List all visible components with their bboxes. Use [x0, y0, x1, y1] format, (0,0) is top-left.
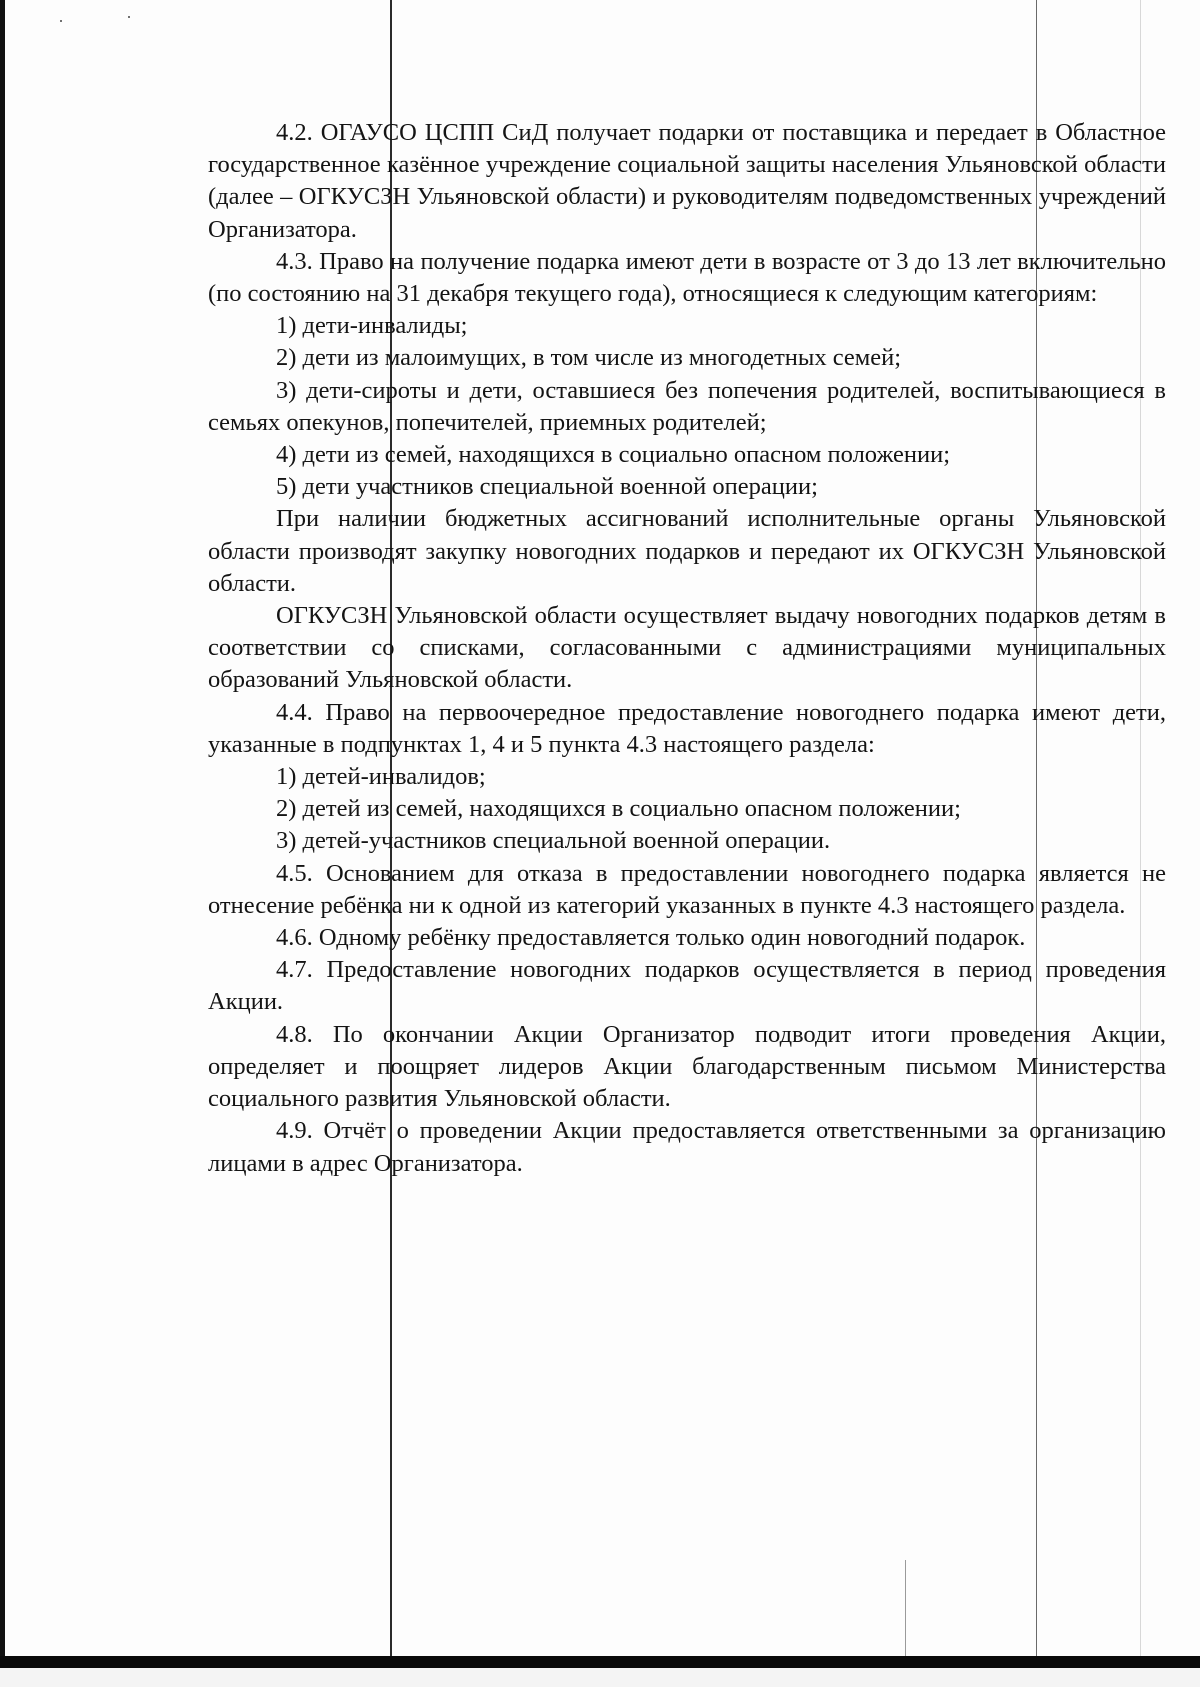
- scan-artifact-line: [905, 1560, 906, 1660]
- scan-speck: [128, 16, 130, 18]
- scan-bottom-border: [0, 1656, 1200, 1668]
- scan-speck: [60, 20, 62, 22]
- scan-left-border: [0, 0, 5, 1687]
- paragraph-4-6: 4.6. Одному ребёнку предоставляется только один новогодний подарок.: [276, 924, 1026, 952]
- paragraph-4-7: 4.7. Предоставление новогодних подарков осуществляется в период проведения Акции.: [208, 956, 1166, 1016]
- list-item: 1) детей-инвалидов;: [276, 763, 486, 791]
- list-item: 3) дети-сироты и дети, оставшиеся без попечения родителей, воспитывающиеся в семьях опекунов, попечителей, приемных родителей;: [208, 376, 1166, 436]
- paragraph-4-2: 4.2. ОГАУСО ЦСПП СиД получает подарки от поставщика и передает в Областное государственное казённое учреждение социальной защиты населения Ульяновской области (далее – ОГКУСЗН Ульяновской области) и руководителям подведомственных учреждений Организатора.: [208, 119, 1166, 243]
- paragraph-distribution: ОГКУСЗН Ульяновской области осуществляет выдачу новогодних подарков детям в соответствии со списками, согласованными с администрациями муниципальных образований Ульяновской области.: [208, 602, 1166, 694]
- paragraph-budget: При наличии бюджетных ассигнований исполнительные органы Ульяновской области производят закупку новогодних подарков и передают их ОГКУСЗН Ульяновской области.: [208, 505, 1166, 597]
- list-item: 2) дети из малоимущих, в том числе из многодетных семей;: [276, 344, 902, 372]
- paragraph-4-8: 4.8. По окончании Акции Организатор подводит итоги проведения Акции, определяет и поощряет лидеров Акции благодарственным письмом Министерства социального развития Ульяновской области.: [208, 1020, 1166, 1113]
- list-item: 3) детей-участников специальной военной операции.: [276, 827, 831, 855]
- document-body: [208, 117, 1166, 1180]
- list-item: 1) дети-инвалиды;: [276, 312, 468, 340]
- scan-bottom-strip: [0, 1668, 1200, 1687]
- list-item: 5) дети участников специальной военной операции;: [276, 473, 818, 501]
- paragraph-4-3: 4.3. Право на получение подарка имеют дети в возрасте от 3 до 13 лет включительно (по состоянию на 31 декабря текущего года), относящиеся к следующим категориям:: [208, 247, 1166, 308]
- list-item: 4) дети из семей, находящихся в социально опасном положении;: [276, 441, 951, 469]
- paragraph-4-5: 4.5. Основанием для отказа в предоставлении новогоднего подарка является не отнесение ребёнка ни к одной из категорий указанных в пункте 4.3 настоящего раздела.: [208, 859, 1166, 919]
- list-item: 2) детей из семей, находящихся в социально опасном положении;: [276, 795, 961, 823]
- paragraph-4-9: 4.9. Отчёт о проведении Акции предоставляется ответственными за организацию лицами в адрес Организатора.: [208, 1117, 1166, 1177]
- paragraph-4-4: 4.4. Право на первоочередное предоставление новогоднего подарка имеют дети, указанные в подпунктах 1, 4 и 5 пункта 4.3 настоящего раздела:: [208, 698, 1166, 758]
